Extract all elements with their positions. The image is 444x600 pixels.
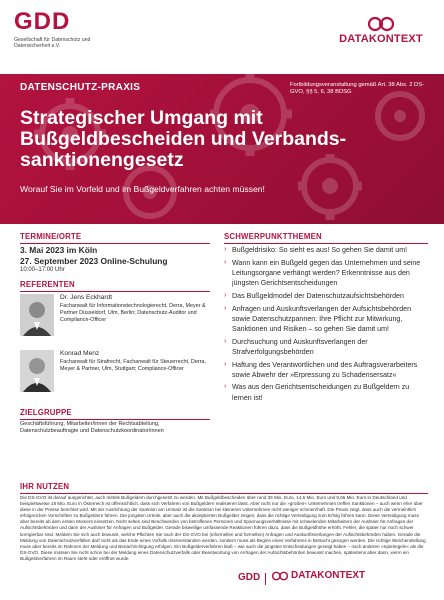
bullet-arrow-icon: › bbox=[224, 383, 227, 391]
topic-list bbox=[224, 245, 428, 405]
footer-datakontext-logo bbox=[272, 570, 365, 581]
gdd-logo-mark: GDD bbox=[14, 8, 71, 35]
certification-note: Fortbildungsveranstaltung gemäß Art. 38 Abs. 2 DS-GVO, §§ 5, 6, 38 BDSG bbox=[290, 82, 425, 96]
topic-item bbox=[224, 304, 428, 335]
speaker-name: Konrad Menz bbox=[60, 350, 100, 357]
seminar-title: Strategischer Umgang mit Bußgeldbescheiden und Verbandssanktionengesetz bbox=[20, 107, 347, 171]
referent-eckhardt bbox=[20, 294, 206, 358]
speaker-description: Fachanwalt für Strafrecht, Fachanwalt für Steuerrecht, Derra, Meyer & Partner, Ulm, Stuttgart; Compliance-Officer bbox=[60, 359, 206, 373]
speaker-name: Dr. Jens Eckhardt bbox=[60, 294, 113, 301]
topic-text: Wann kann ein Bußgeld gegen das Unternehmen und seine Leitungsorgane verhängt werden? Erkenntnisse aus den jüngsten Gerichtsentscheidungen bbox=[232, 258, 421, 288]
bullet-arrow-icon: › bbox=[224, 337, 227, 345]
nutzen-text: Die DS-GVO ist darauf ausgerichtet, auch mittels Bußgeldern durchgesetzt zu werden. Mit Bußgeldbescheiden über rund 35 Mio. Euro, 14,5 Mio. Euro und 9,55 Mio. Euro in Deutschland und beispielsweise 18 Mio. Euro in Österreich ist offensichtlich, dass sich Verfahren von Bußgeldern realisieren lässt. Aber nicht nur die »großen« Unternehmen treffen Sanktionen – auch wenn eher über diese in der Presse berichtet wird. Mit der Ausrichtung der Sanktion am Umsatz ist die Sanktion bei kleineren Unternehmen nicht weniger schmerzhaft. Die Praxis zeigt, dass auch die vermeintlich erfolgreichen Vorschriften zu Bußgeldern führen. Die jüngsten Urteile, aber auch die akzeptierten Bußgelder zeigen, dass die richtige Verteidigung zum Erfolg führen kann. Diese Verteidigung muss aber bereits ab dem ersten Moment einsetzen. Nicht selten sind Beschwerden von betroffenen Personen und Spannungsverhältnisse mit schwelenden Mitarbeitern der Auslöser für Anfragen der Aufsichtsbehörden und dann der Auslöser für Anfragen und Bußgelder. Gerade bisweilige umfassende Reaktionen führen dazu, dass die Bußgeldhöhe erhöht. Fehler, die später nur noch schwer korrigierbar sind. Meldem Sie sich auch bewusst, welche Pflichten Sie nach der DS-GVO bei (informellen und formellen) Anfragen und Auskunftsverlangen der Aufsichtsbehörden haben. Gerade die Meldung von Datenschutzverfällen darf nicht als das Ende eines Vorfalls missverstanden werden, sondern muss als Beginn eines Verfahrens in Betracht gezogen werden. Die richtige Weichenstellung muss aber bereits im Rahmen der Meldung und Benachrichtigung erfolgen. Ein Bußgelderverfahren läuft – wie auch die jüngsten Entscheidungen gezeigt haben – nach anderen »Spielregeln« als die DS-GVO. Diese müssen Sie nicht schon bei der Meldung eines Datenschutzverfalls oder Beantwortung von Anfragen der Aufsichtsbehörden bewusst machen, spätestens aber dann, wenn ein Bußgeldverfahren im Raum steht oder eröffnet wurde. bbox=[20, 495, 426, 561]
topic-text: Anfragen und Auskunftsverlangen der Aufsichtsbehörden sowie Datenschutzpannen: Ihre Pflicht zur Mitwirkung, Sanktionen und Risiken – so gehen Sie damit um! bbox=[232, 304, 412, 333]
speaker-photo-icon bbox=[20, 350, 54, 392]
topic-text: Bußgeldrisiko: So sieht es aus! So gehen Sie damit um! bbox=[232, 246, 408, 254]
speaker-description: Fachanwalt für Informationstechnologierecht, Derra, Meyer & Partner Düsseldorf, Ulm, Berlin; Datenschutz-Auditor und Compliance-Officer bbox=[60, 303, 206, 324]
banner-kicker: DATENSCHUTZ-PRAXIS bbox=[20, 82, 141, 93]
topic-item bbox=[224, 360, 428, 380]
footer-datakontext-wordmark: DATAKONTEXT bbox=[291, 570, 366, 581]
bullet-arrow-icon: › bbox=[224, 360, 227, 368]
bullet-arrow-icon: › bbox=[224, 304, 227, 312]
bullet-arrow-icon: › bbox=[224, 246, 227, 253]
time-range: 10:00–17:00 Uhr bbox=[20, 267, 65, 273]
footer-gdd-logo: GDD bbox=[238, 572, 261, 583]
topic-item bbox=[224, 258, 428, 289]
topic-item bbox=[224, 291, 428, 301]
datakontext-logo-icon bbox=[272, 571, 288, 581]
datakontext-logo bbox=[334, 16, 428, 45]
zielgruppe-text: Geschäftsführung, Mitarbeiter/innen der Rechtsabteilung, Datenschutzbeauftragte und Datenschutzkoordinator/innen bbox=[20, 421, 164, 435]
nutzen-heading: IHR NUTZEN bbox=[20, 482, 428, 494]
datakontext-logo-wordmark: DATAKONTEXT bbox=[339, 33, 423, 45]
topic-text: Was aus den Gerichtsentscheidungen zu Bußgeldern zu lernen ist! bbox=[232, 383, 410, 402]
bullet-arrow-icon: › bbox=[224, 258, 227, 266]
datakontext-logo-icon bbox=[368, 16, 394, 32]
date-online: 27. September 2023 Online-Schulung bbox=[20, 256, 168, 266]
topic-text: Haftung des Verantwortlichen und des Auftragsverarbeiters sowie Abwehr der »Erpressung zu Schadensersatz« bbox=[232, 360, 418, 379]
zielgruppe-heading: ZIELGRUPPE bbox=[20, 408, 210, 420]
topic-text: Das Bußgeldmodel der Datenschutzaufsichtsbehörden bbox=[232, 291, 404, 300]
gdd-logo bbox=[14, 10, 124, 49]
termine-heading: TERMINE/ORTE bbox=[20, 232, 210, 244]
speaker-photo-icon bbox=[20, 294, 54, 336]
bullet-arrow-icon: › bbox=[224, 291, 227, 299]
topic-item bbox=[224, 245, 428, 255]
date-cologne: 3. Mai 2023 im Köln bbox=[20, 245, 98, 255]
topic-text: Durchsuchung und Auskunftsverlangen der Strafverfolgungsbehörden bbox=[232, 337, 368, 356]
seminar-subtitle: Worauf Sie im Vorfeld und im Bußgeldverfahren achten müssen! bbox=[20, 184, 265, 194]
referent-menz bbox=[20, 350, 206, 414]
topic-item bbox=[224, 337, 428, 357]
schwerpunkt-heading: SCHWERPUNKTTHEMEN bbox=[224, 232, 428, 244]
topic-item bbox=[224, 382, 428, 402]
title-banner bbox=[0, 74, 444, 224]
gdd-logo-subtitle: Gesellschaft für Datenschutz und Datensicherheit e.V. bbox=[14, 37, 91, 50]
referenten-heading: REFERENTEN bbox=[20, 280, 210, 292]
footer-divider bbox=[265, 573, 266, 585]
